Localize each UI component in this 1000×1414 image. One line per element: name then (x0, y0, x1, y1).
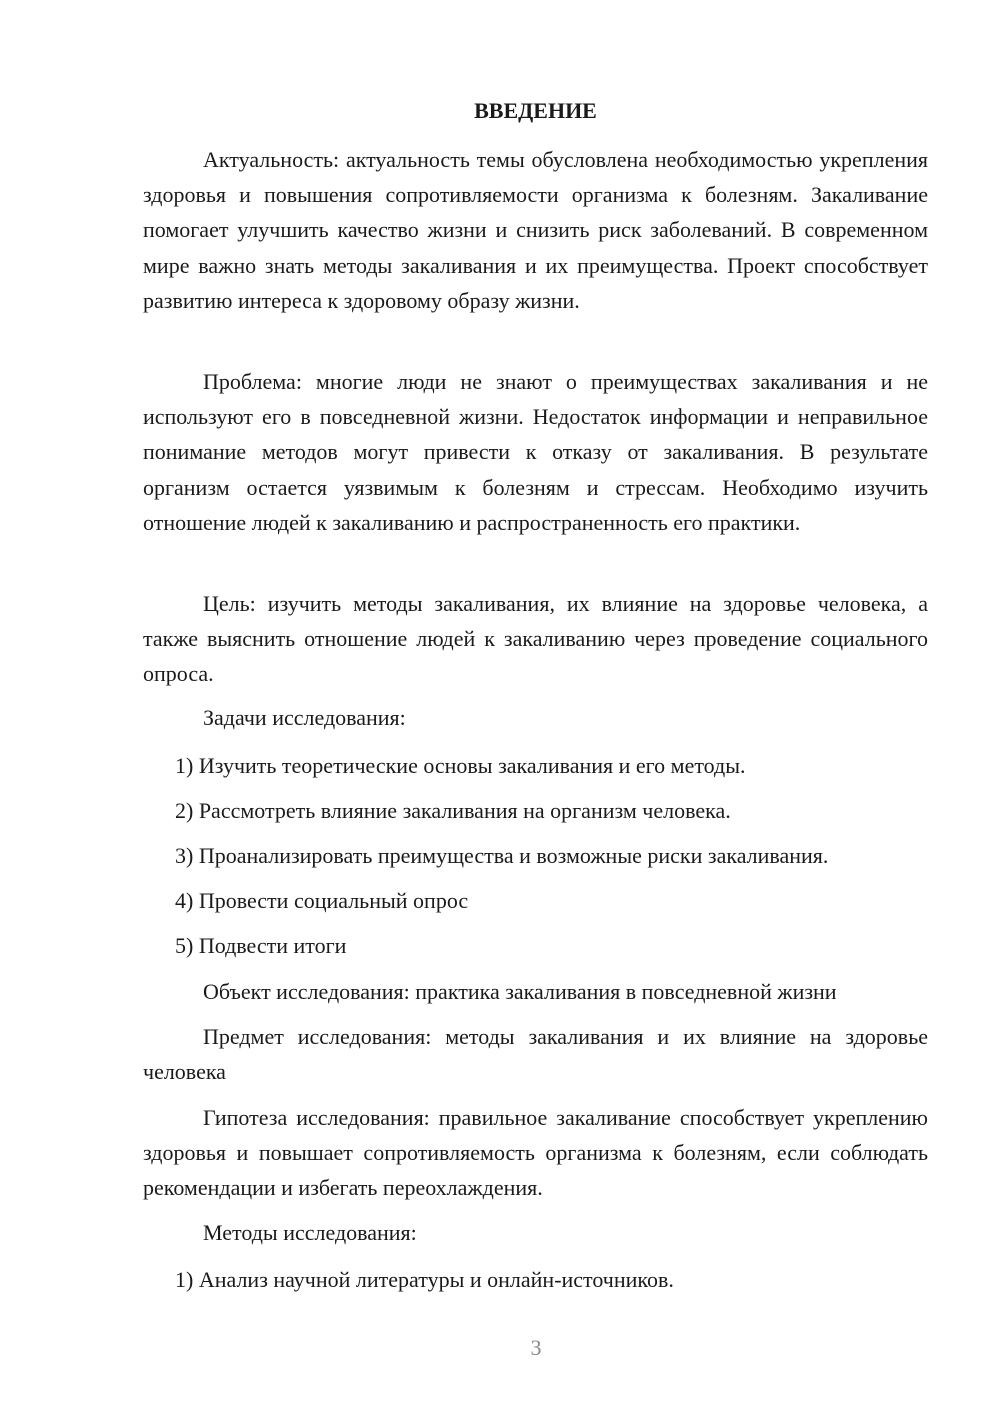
task-item-3: 3) Проанализировать преимущества и возможные риски закаливания. (175, 843, 829, 868)
hypothesis-paragraph: Гипотеза исследования: правильное закаливание способствует укреплению здоровья и повышает сопротивляемость организма к болезням, если соблюдать рекомендации и избегать переохлаждения. (143, 1105, 928, 1201)
task-item-1: 1) Изучить теоретические основы закаливания и его методы. (175, 753, 746, 778)
page-number: 3 (530, 1335, 542, 1360)
tasks-heading: Задачи исследования: (203, 705, 406, 730)
research-subject: Предмет исследования: методы закаливания и их влияние на здоровье человека (143, 1024, 928, 1085)
method-item-1: 1) Анализ научной литературы и онлайн-источников. (175, 1267, 674, 1292)
relevance-paragraph: Актуальность: актуальность темы обусловлена необходимостью укрепления здоровья и повышения сопротивляемости организма к болезням. Закаливание помогает улучшить качество жизни и снизить риск заболеваний. В современном мире важно знать методы закаливания и их преимущества. Проект способствует развитию интереса к здоровому образу жизни. (143, 147, 928, 313)
problem-paragraph: Проблема: многие люди не знают о преимуществах закаливания и не используют его в повседневной жизни. Недостаток информации и неправильное понимание методов могут привести к отказу от закаливания. В результате организм остается уязвимым к болезням и стрессам. Необходимо изучить отношение людей к закаливанию и распространенность его практики. (143, 369, 928, 535)
research-object: Объект исследования: практика закаливания в повседневной жизни (203, 979, 837, 1004)
task-item-4: 4) Провести социальный опрос (175, 888, 469, 913)
task-item-2: 2) Рассмотреть влияние закаливания на организм человека. (175, 798, 731, 823)
task-item-5: 5) Подвести итоги (175, 933, 347, 958)
page-title: ВВЕДЕНИЕ (474, 98, 597, 123)
goal-paragraph: Цель: изучить методы закаливания, их влияние на здоровье человека, а также выяснить отношение людей к закаливанию через проведение социального опроса. (143, 591, 928, 687)
methods-heading: Методы исследования: (203, 1220, 417, 1245)
